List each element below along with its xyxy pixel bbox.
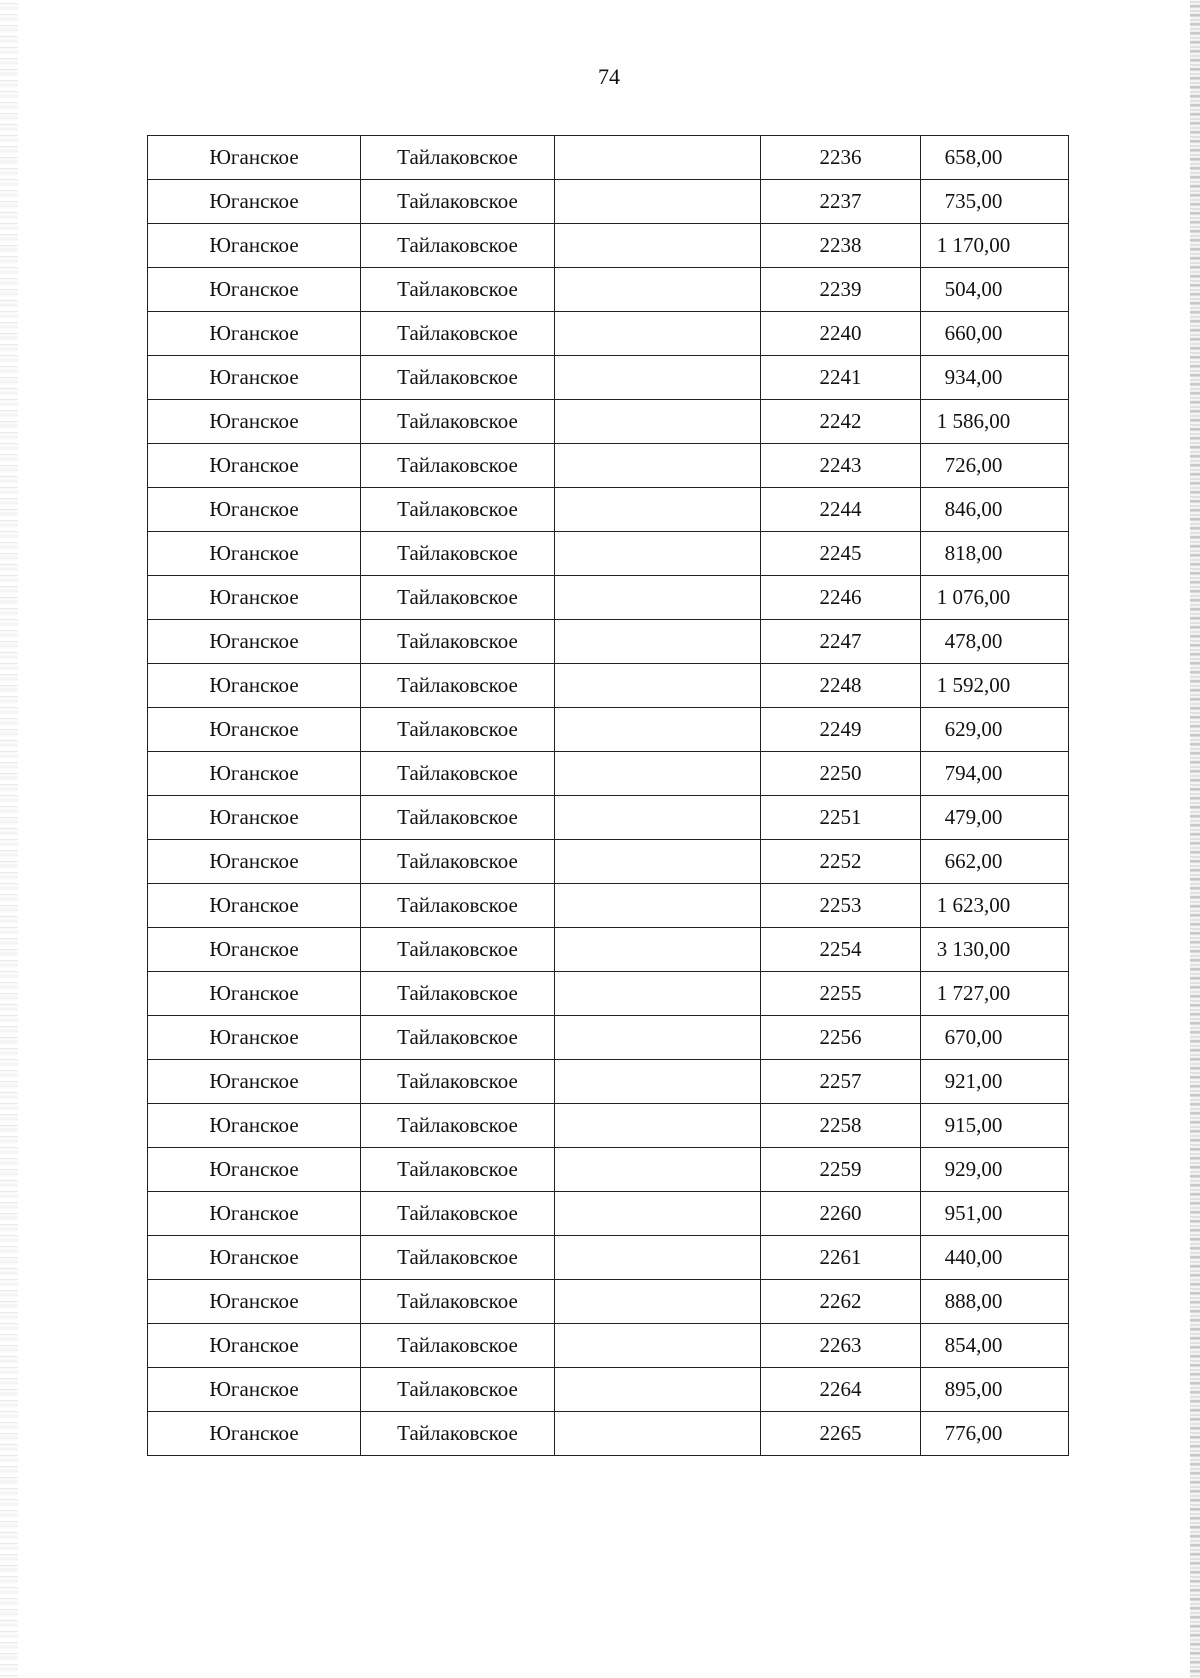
- value-cell: 1 586,00: [921, 400, 1069, 444]
- number-cell: 2244: [761, 488, 921, 532]
- number-cell: 2251: [761, 796, 921, 840]
- area-cell: Тайлаковское: [361, 1324, 555, 1368]
- field-cell: Юганское: [148, 708, 361, 752]
- table-body: [148, 136, 1069, 1456]
- area-cell: Тайлаковское: [361, 752, 555, 796]
- area-cell: Тайлаковское: [361, 224, 555, 268]
- table-row: [148, 1412, 1069, 1456]
- note-cell: [555, 1148, 761, 1192]
- area-cell: Тайлаковское: [361, 1412, 555, 1456]
- table-row: [148, 1192, 1069, 1236]
- table-row: [148, 268, 1069, 312]
- field-cell: Юганское: [148, 400, 361, 444]
- note-cell: [555, 1368, 761, 1412]
- field-cell: Юганское: [148, 224, 361, 268]
- number-cell: 2247: [761, 620, 921, 664]
- note-cell: [555, 884, 761, 928]
- table-row: [148, 136, 1069, 180]
- note-cell: [555, 840, 761, 884]
- value-cell: 1 727,00: [921, 972, 1069, 1016]
- note-cell: [555, 1280, 761, 1324]
- field-cell: Юганское: [148, 1412, 361, 1456]
- number-cell: 2253: [761, 884, 921, 928]
- area-cell: Тайлаковское: [361, 664, 555, 708]
- value-cell: 794,00: [921, 752, 1069, 796]
- field-cell: Юганское: [148, 796, 361, 840]
- table-row: [148, 664, 1069, 708]
- table-row: [148, 224, 1069, 268]
- note-cell: [555, 620, 761, 664]
- table-row: [148, 928, 1069, 972]
- number-cell: 2265: [761, 1412, 921, 1456]
- number-cell: 2255: [761, 972, 921, 1016]
- number-cell: 2239: [761, 268, 921, 312]
- number-cell: 2240: [761, 312, 921, 356]
- number-cell: 2258: [761, 1104, 921, 1148]
- value-cell: 478,00: [921, 620, 1069, 664]
- note-cell: [555, 1412, 761, 1456]
- value-cell: 504,00: [921, 268, 1069, 312]
- area-cell: Тайлаковское: [361, 708, 555, 752]
- area-cell: Тайлаковское: [361, 136, 555, 180]
- table-row: [148, 1324, 1069, 1368]
- note-cell: [555, 1236, 761, 1280]
- area-cell: Тайлаковское: [361, 1236, 555, 1280]
- value-cell: 818,00: [921, 532, 1069, 576]
- area-cell: Тайлаковское: [361, 180, 555, 224]
- field-cell: Юганское: [148, 1192, 361, 1236]
- number-cell: 2237: [761, 180, 921, 224]
- page-number: 74: [598, 64, 620, 89]
- number-cell: 2256: [761, 1016, 921, 1060]
- area-cell: Тайлаковское: [361, 1280, 555, 1324]
- field-cell: Юганское: [148, 268, 361, 312]
- field-cell: Юганское: [148, 576, 361, 620]
- value-cell: 629,00: [921, 708, 1069, 752]
- number-cell: 2250: [761, 752, 921, 796]
- area-cell: Тайлаковское: [361, 576, 555, 620]
- table-row: [148, 1104, 1069, 1148]
- area-cell: Тайлаковское: [361, 400, 555, 444]
- table-row: [148, 752, 1069, 796]
- table-row: [148, 400, 1069, 444]
- field-cell: Юганское: [148, 532, 361, 576]
- area-cell: Тайлаковское: [361, 1060, 555, 1104]
- table-row: [148, 1280, 1069, 1324]
- value-cell: 1 592,00: [921, 664, 1069, 708]
- value-cell: 660,00: [921, 312, 1069, 356]
- field-cell: Юганское: [148, 664, 361, 708]
- value-cell: 479,00: [921, 796, 1069, 840]
- value-cell: 895,00: [921, 1368, 1069, 1412]
- value-cell: 662,00: [921, 840, 1069, 884]
- scan-edge-right: [1190, 0, 1200, 1678]
- area-cell: Тайлаковское: [361, 620, 555, 664]
- table-row: [148, 620, 1069, 664]
- value-cell: 929,00: [921, 1148, 1069, 1192]
- field-cell: Юганское: [148, 1016, 361, 1060]
- note-cell: [555, 796, 761, 840]
- note-cell: [555, 1324, 761, 1368]
- area-cell: Тайлаковское: [361, 356, 555, 400]
- value-cell: 1 170,00: [921, 224, 1069, 268]
- value-cell: 440,00: [921, 1236, 1069, 1280]
- note-cell: [555, 576, 761, 620]
- note-cell: [555, 136, 761, 180]
- area-cell: Тайлаковское: [361, 884, 555, 928]
- number-cell: 2241: [761, 356, 921, 400]
- note-cell: [555, 1192, 761, 1236]
- field-cell: Юганское: [148, 180, 361, 224]
- field-cell: Юганское: [148, 1236, 361, 1280]
- table-row: [148, 488, 1069, 532]
- note-cell: [555, 268, 761, 312]
- note-cell: [555, 1016, 761, 1060]
- area-cell: Тайлаковское: [361, 312, 555, 356]
- number-cell: 2246: [761, 576, 921, 620]
- number-cell: 2257: [761, 1060, 921, 1104]
- note-cell: [555, 972, 761, 1016]
- area-cell: Тайлаковское: [361, 444, 555, 488]
- number-cell: 2261: [761, 1236, 921, 1280]
- value-cell: 951,00: [921, 1192, 1069, 1236]
- note-cell: [555, 708, 761, 752]
- scan-edge-left: [0, 0, 18, 1678]
- note-cell: [555, 488, 761, 532]
- field-cell: Юганское: [148, 1104, 361, 1148]
- field-cell: Юганское: [148, 444, 361, 488]
- area-cell: Тайлаковское: [361, 532, 555, 576]
- value-cell: 726,00: [921, 444, 1069, 488]
- field-cell: Юганское: [148, 1324, 361, 1368]
- value-cell: 776,00: [921, 1412, 1069, 1456]
- field-cell: Юганское: [148, 752, 361, 796]
- table-row: [148, 884, 1069, 928]
- number-cell: 2243: [761, 444, 921, 488]
- note-cell: [555, 1104, 761, 1148]
- area-cell: Тайлаковское: [361, 1368, 555, 1412]
- note-cell: [555, 224, 761, 268]
- field-cell: Юганское: [148, 1368, 361, 1412]
- table-row: [148, 532, 1069, 576]
- number-cell: 2264: [761, 1368, 921, 1412]
- note-cell: [555, 1060, 761, 1104]
- value-cell: 3 130,00: [921, 928, 1069, 972]
- table-row: [148, 708, 1069, 752]
- table-row: [148, 180, 1069, 224]
- field-cell: Юганское: [148, 136, 361, 180]
- number-cell: 2236: [761, 136, 921, 180]
- table-row: [148, 796, 1069, 840]
- note-cell: [555, 356, 761, 400]
- field-cell: Юганское: [148, 972, 361, 1016]
- area-cell: Тайлаковское: [361, 1148, 555, 1192]
- table-row: [148, 312, 1069, 356]
- field-cell: Юганское: [148, 840, 361, 884]
- value-cell: 1 623,00: [921, 884, 1069, 928]
- area-cell: Тайлаковское: [361, 488, 555, 532]
- table-row: [148, 356, 1069, 400]
- table-row: [148, 1236, 1069, 1280]
- table-row: [148, 1016, 1069, 1060]
- value-cell: 670,00: [921, 1016, 1069, 1060]
- area-cell: Тайлаковское: [361, 268, 555, 312]
- area-cell: Тайлаковское: [361, 1104, 555, 1148]
- area-cell: Тайлаковское: [361, 840, 555, 884]
- field-cell: Юганское: [148, 620, 361, 664]
- value-cell: 934,00: [921, 356, 1069, 400]
- value-cell: 915,00: [921, 1104, 1069, 1148]
- note-cell: [555, 180, 761, 224]
- table-row: [148, 1060, 1069, 1104]
- number-cell: 2262: [761, 1280, 921, 1324]
- number-cell: 2254: [761, 928, 921, 972]
- note-cell: [555, 752, 761, 796]
- note-cell: [555, 664, 761, 708]
- number-cell: 2238: [761, 224, 921, 268]
- area-cell: Тайлаковское: [361, 928, 555, 972]
- number-cell: 2252: [761, 840, 921, 884]
- value-cell: 846,00: [921, 488, 1069, 532]
- table-row: [148, 840, 1069, 884]
- field-cell: Юганское: [148, 1060, 361, 1104]
- number-cell: 2248: [761, 664, 921, 708]
- field-cell: Юганское: [148, 488, 361, 532]
- number-cell: 2259: [761, 1148, 921, 1192]
- number-cell: 2260: [761, 1192, 921, 1236]
- area-cell: Тайлаковское: [361, 796, 555, 840]
- value-cell: 1 076,00: [921, 576, 1069, 620]
- field-cell: Юганское: [148, 1280, 361, 1324]
- field-cell: Юганское: [148, 312, 361, 356]
- value-cell: 854,00: [921, 1324, 1069, 1368]
- table-row: [148, 972, 1069, 1016]
- table-row: [148, 1148, 1069, 1192]
- area-cell: Тайлаковское: [361, 972, 555, 1016]
- number-cell: 2263: [761, 1324, 921, 1368]
- value-cell: 921,00: [921, 1060, 1069, 1104]
- table-row: [148, 576, 1069, 620]
- data-table: [147, 135, 1069, 1456]
- area-cell: Тайлаковское: [361, 1016, 555, 1060]
- note-cell: [555, 400, 761, 444]
- field-cell: Юганское: [148, 884, 361, 928]
- table-row: [148, 1368, 1069, 1412]
- field-cell: Юганское: [148, 1148, 361, 1192]
- number-cell: 2242: [761, 400, 921, 444]
- note-cell: [555, 928, 761, 972]
- value-cell: 888,00: [921, 1280, 1069, 1324]
- note-cell: [555, 444, 761, 488]
- field-cell: Юганское: [148, 356, 361, 400]
- value-cell: 735,00: [921, 180, 1069, 224]
- table-row: [148, 444, 1069, 488]
- number-cell: 2249: [761, 708, 921, 752]
- note-cell: [555, 532, 761, 576]
- number-cell: 2245: [761, 532, 921, 576]
- value-cell: 658,00: [921, 136, 1069, 180]
- field-cell: Юганское: [148, 928, 361, 972]
- area-cell: Тайлаковское: [361, 1192, 555, 1236]
- note-cell: [555, 312, 761, 356]
